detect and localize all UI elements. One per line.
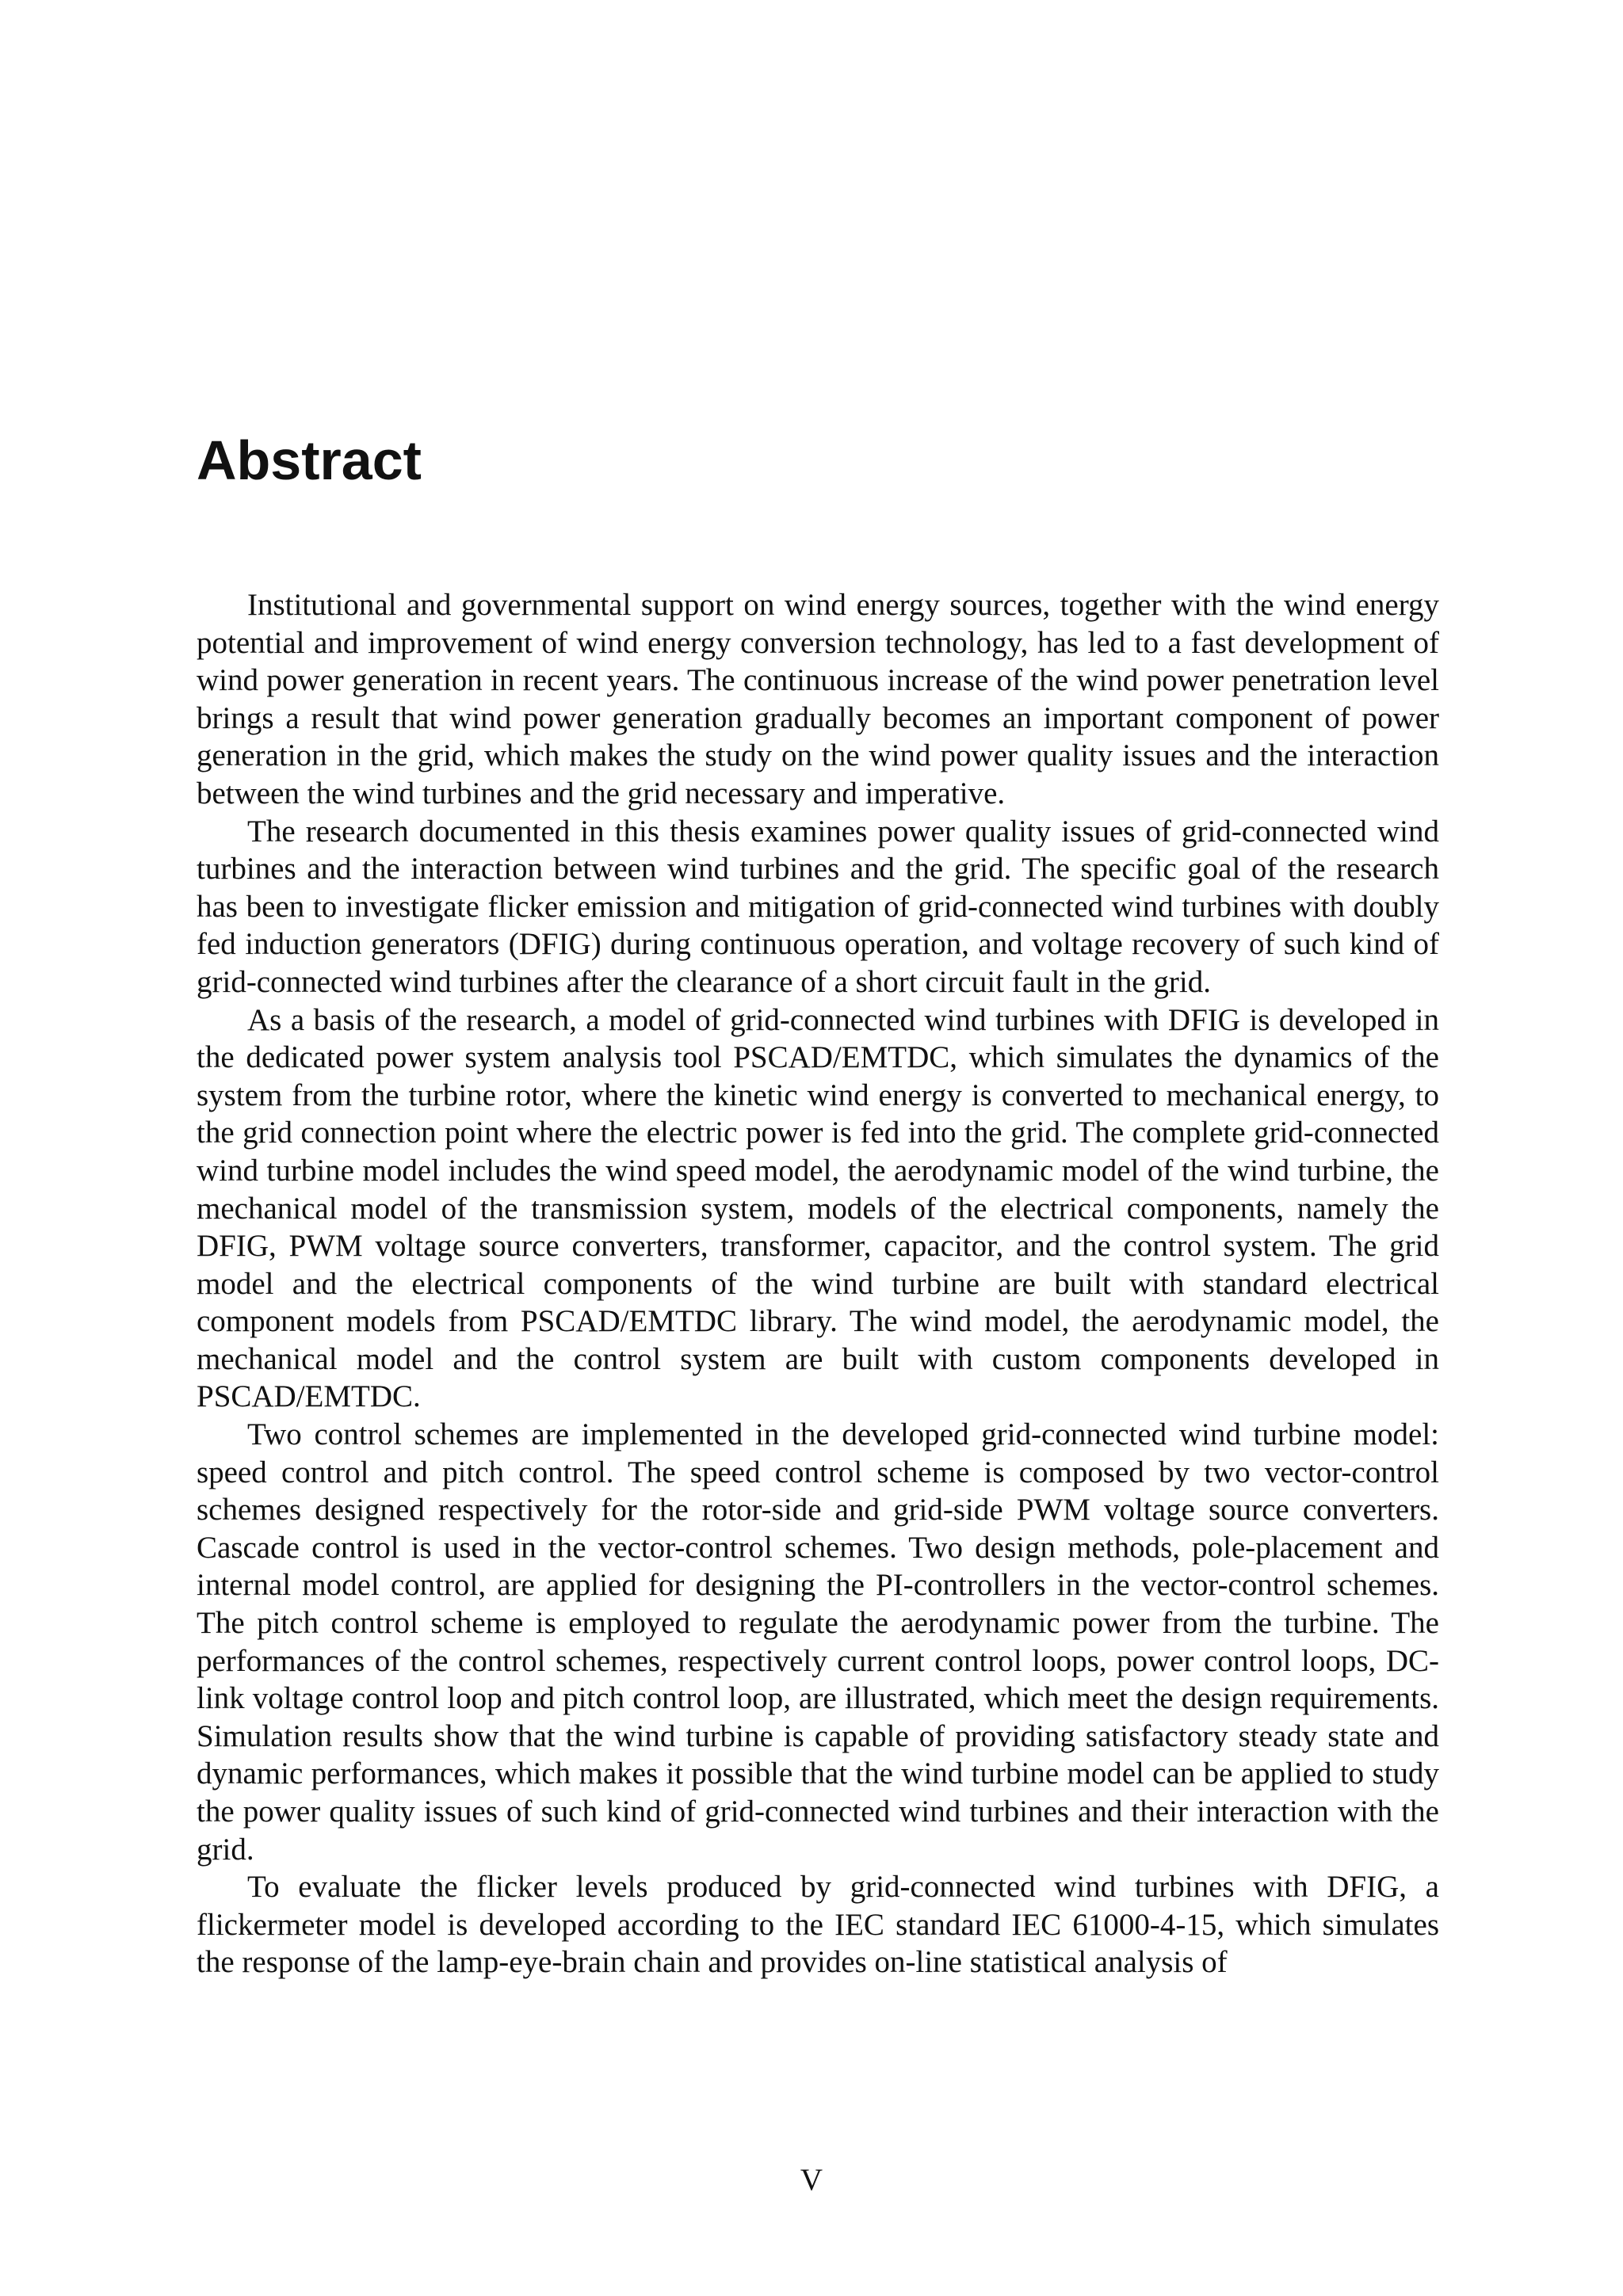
paragraph: Institutional and governmental support on wind energy sources, together with the wind energy potential and improvement of wind energy conversion technology, has led to a fast development of wind power generation in recent years. The continuous increase of the wind power penetration level brings a result that wind power generation gradually becomes an important component of power generation in the grid, which makes the study on the wind power quality issues and the interaction between the wind turbines and the grid necessary and imperative. [197, 588, 1439, 810]
abstract-body [197, 586, 1439, 1981]
paragraph: To evaluate the flicker levels produced by grid-connected wind turbines with DFIG, a flickermeter model is developed according to the IEC standard IEC 61000-4-15, which simulates the response of the lamp-eye-brain chain and provides on-line statistical analysis of [197, 1870, 1439, 1980]
paragraph: Two control schemes are implemented in the developed grid-connected wind turbine model: speed control and pitch control. The speed control scheme is composed by two vector-control schemes designed respectively for the rotor-side and grid-side PWM voltage source converters. Cascade control is used in the vector-control schemes. Two design methods, pole-placement and internal model control, are applied for designing the PI-controllers in the vector-control schemes. The pitch control scheme is employed to regulate the aerodynamic power from the turbine. The performances of the control schemes, respectively current control loops, power control loops, DC-link voltage control loop and pitch control loop, are illustrated, which meet the design requirements. Simulation results show that the wind turbine is capable of providing satisfactory steady state and dynamic performances, which makes it possible that the wind turbine model can be applied to study the power quality issues of such kind of grid-connected wind turbines and their interaction with the grid. [197, 1417, 1439, 1867]
page-number: V [800, 2163, 823, 2197]
paragraph: The research documented in this thesis examines power quality issues of grid-connected wind turbines and the interaction between wind turbines and the grid. The specific goal of the research has been to investigate flicker emission and mitigation of grid-connected wind turbines with doubly fed induction generators (DFIG) during continuous operation, and voltage recovery of such kind of grid-connected wind turbines after the clearance of a short circuit fault in the grid. [197, 814, 1439, 999]
paragraph: As a basis of the research, a model of grid-connected wind turbines with DFIG is developed in the dedicated power system analysis tool PSCAD/EMTDC, which simulates the dynamics of the system from the turbine rotor, where the kinetic wind energy is converted to mechanical energy, to the grid connection point where the electric power is fed into the grid. The complete grid-connected wind turbine model includes the wind speed model, the aerodynamic model of the wind turbine, the mechanical model of the transmission system, models of the electrical components, namely the DFIG, PWM voltage source converters, transformer, capacitor, and the control system. The grid model and the electrical components of the wind turbine are built with standard electrical component models from PSCAD/EMTDC library. The wind model, the aerodynamic model, the mechanical model and the control system are built with custom components developed in PSCAD/EMTDC. [197, 1002, 1439, 1414]
page-title: Abstract [197, 429, 422, 491]
